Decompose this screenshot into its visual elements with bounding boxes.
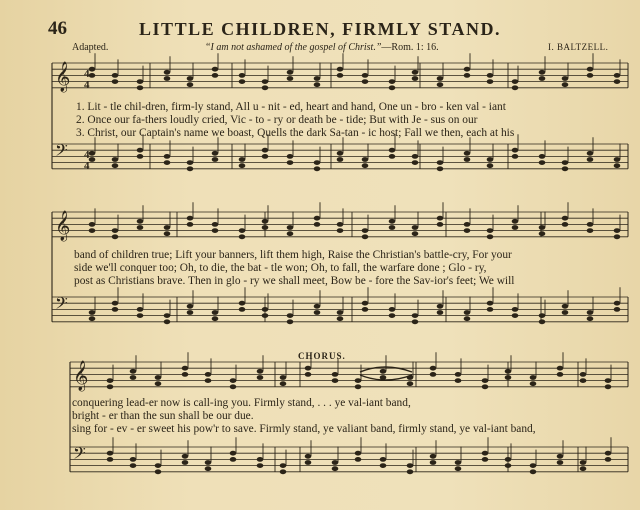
note-head bbox=[230, 384, 237, 389]
note-head bbox=[89, 222, 96, 227]
note-head bbox=[212, 310, 219, 315]
note-head bbox=[112, 234, 119, 239]
note-head bbox=[389, 225, 396, 230]
note-head bbox=[482, 384, 489, 389]
note-head bbox=[337, 316, 344, 321]
note-head bbox=[212, 316, 219, 321]
note-head bbox=[562, 166, 569, 171]
note-head bbox=[614, 73, 621, 78]
note-head bbox=[437, 160, 444, 165]
note-head bbox=[539, 70, 546, 75]
note-head bbox=[562, 222, 569, 227]
note-head bbox=[332, 460, 339, 465]
note-head bbox=[137, 219, 144, 224]
note-head bbox=[112, 163, 119, 168]
note-head bbox=[314, 222, 321, 227]
note-head bbox=[430, 372, 437, 377]
chorus-label: CHORUS. bbox=[298, 351, 346, 361]
note-head bbox=[430, 366, 437, 371]
note-head bbox=[587, 222, 594, 227]
note-head bbox=[455, 372, 462, 377]
note-head bbox=[455, 460, 462, 465]
note-head bbox=[230, 457, 237, 462]
note-head bbox=[212, 228, 219, 233]
note-head bbox=[539, 319, 546, 324]
note-head bbox=[164, 225, 171, 230]
note-head bbox=[412, 70, 419, 75]
note-head bbox=[580, 466, 587, 471]
note-head bbox=[580, 460, 587, 465]
note-head bbox=[314, 82, 321, 87]
system1-verse1: 1. Lit - tle chil-dren, firm-ly stand, All u - nit - ed, heart and hand, One un - bro - ken val - iant bbox=[76, 101, 506, 113]
scripture-quote: “I am not ashamed of the gospel of Christ.” bbox=[205, 42, 382, 53]
note-head bbox=[464, 222, 471, 227]
note-head bbox=[539, 313, 546, 318]
note-head bbox=[389, 307, 396, 312]
note-head bbox=[182, 372, 189, 377]
note-head bbox=[280, 381, 287, 386]
note-head bbox=[337, 222, 344, 227]
note-head bbox=[89, 67, 96, 72]
note-head bbox=[389, 148, 396, 153]
note-head bbox=[562, 304, 569, 309]
note-head bbox=[362, 79, 369, 84]
note-head bbox=[487, 234, 494, 239]
note-head bbox=[305, 454, 312, 459]
treble-clef-icon: 𝄞 bbox=[55, 62, 71, 92]
note-head bbox=[539, 154, 546, 159]
note-head bbox=[464, 228, 471, 233]
note-head bbox=[539, 160, 546, 165]
note-head bbox=[362, 228, 369, 233]
note-head bbox=[305, 366, 312, 371]
system2-verse3: post as Christians brave. Then in glo - ry we shall meet, Bow be - fore the Sav-ior's feet; We will bbox=[74, 275, 515, 287]
note-head bbox=[314, 216, 321, 221]
note-head bbox=[137, 85, 144, 90]
note-head bbox=[155, 375, 162, 380]
note-head bbox=[512, 313, 519, 318]
note-head bbox=[539, 225, 546, 230]
note-head bbox=[580, 372, 587, 377]
time-signature: 4 bbox=[84, 79, 90, 91]
note-head bbox=[137, 307, 144, 312]
note-head bbox=[164, 231, 171, 236]
note-head bbox=[155, 469, 162, 474]
note-head bbox=[239, 163, 246, 168]
note-head bbox=[332, 378, 339, 383]
system1-verse2: 2. Once our fa-thers loudly cried, Vic - to - ry or death be - tide; But with Je - sus on our bbox=[76, 114, 478, 126]
note-head bbox=[112, 307, 119, 312]
note-head bbox=[389, 154, 396, 159]
note-head bbox=[614, 307, 621, 312]
note-head bbox=[464, 67, 471, 72]
note-head bbox=[239, 157, 246, 162]
note-head bbox=[487, 79, 494, 84]
note-head bbox=[487, 228, 494, 233]
note-head bbox=[257, 369, 264, 374]
note-head bbox=[614, 157, 621, 162]
note-head bbox=[89, 316, 96, 321]
bass-clef-icon: 𝄢 bbox=[73, 443, 86, 467]
note-head bbox=[182, 366, 189, 371]
note-head bbox=[239, 79, 246, 84]
note-head bbox=[362, 234, 369, 239]
note-head bbox=[512, 85, 519, 90]
note-head bbox=[605, 457, 612, 462]
note-head bbox=[389, 313, 396, 318]
note-head bbox=[287, 76, 294, 81]
note-head bbox=[164, 160, 171, 165]
note-head bbox=[164, 76, 171, 81]
note-head bbox=[487, 73, 494, 78]
note-head bbox=[380, 369, 387, 374]
note-head bbox=[482, 457, 489, 462]
note-head bbox=[239, 228, 246, 233]
note-head bbox=[530, 469, 537, 474]
note-head bbox=[512, 154, 519, 159]
scripture-citation: —Rom. 1: 16. bbox=[381, 42, 439, 53]
note-head bbox=[362, 307, 369, 312]
note-head bbox=[89, 310, 96, 315]
note-head bbox=[205, 378, 212, 383]
note-head bbox=[362, 301, 369, 306]
note-head bbox=[187, 82, 194, 87]
note-head bbox=[130, 457, 137, 462]
system3-verse1: conquering lead-er now is call-ing you. Firmly stand, . . . ye val-iant band, bbox=[72, 397, 411, 409]
note-head bbox=[437, 222, 444, 227]
note-head bbox=[482, 451, 489, 456]
note-head bbox=[137, 225, 144, 230]
note-head bbox=[605, 378, 612, 383]
note-head bbox=[262, 79, 269, 84]
note-head bbox=[464, 316, 471, 321]
note-head bbox=[137, 313, 144, 318]
time-signature: 4 bbox=[84, 160, 90, 172]
page-number: 46 bbox=[48, 18, 67, 39]
note-head bbox=[587, 67, 594, 72]
note-head bbox=[164, 313, 171, 318]
note-head bbox=[182, 454, 189, 459]
note-head bbox=[412, 154, 419, 159]
note-head bbox=[112, 301, 119, 306]
note-head bbox=[164, 319, 171, 324]
note-head bbox=[337, 310, 344, 315]
note-head bbox=[262, 154, 269, 159]
note-head bbox=[89, 73, 96, 78]
note-head bbox=[539, 76, 546, 81]
note-head bbox=[614, 79, 621, 84]
note-head bbox=[412, 313, 419, 318]
note-head bbox=[130, 369, 137, 374]
note-head bbox=[437, 166, 444, 171]
note-head bbox=[130, 463, 137, 468]
note-head bbox=[557, 460, 564, 465]
note-head bbox=[164, 70, 171, 75]
note-head bbox=[562, 82, 569, 87]
note-head bbox=[412, 231, 419, 236]
note-head bbox=[314, 304, 321, 309]
system1-verse3: 3. Christ, our Captain's name we boast, Quells the dark Sa-tan - ic host; Fall we then, each at his bbox=[76, 127, 515, 139]
note-head bbox=[355, 457, 362, 462]
note-head bbox=[280, 375, 287, 380]
note-head bbox=[137, 154, 144, 159]
note-head bbox=[287, 313, 294, 318]
note-head bbox=[212, 222, 219, 227]
note-head bbox=[539, 231, 546, 236]
bass-clef-icon: 𝄢 bbox=[55, 293, 68, 317]
note-head bbox=[530, 381, 537, 386]
note-head bbox=[587, 316, 594, 321]
note-head bbox=[614, 234, 621, 239]
note-head bbox=[430, 454, 437, 459]
note-head bbox=[107, 384, 114, 389]
note-head bbox=[332, 372, 339, 377]
note-head bbox=[355, 384, 362, 389]
note-head bbox=[287, 319, 294, 324]
note-head bbox=[464, 151, 471, 156]
note-head bbox=[205, 466, 212, 471]
note-head bbox=[605, 451, 612, 456]
note-head bbox=[464, 73, 471, 78]
note-head bbox=[380, 463, 387, 468]
note-head bbox=[332, 466, 339, 471]
note-head bbox=[562, 310, 569, 315]
note-head bbox=[257, 463, 264, 468]
note-head bbox=[314, 160, 321, 165]
note-head bbox=[614, 301, 621, 306]
note-head bbox=[557, 454, 564, 459]
system3-verse3: sing for - ev - er sweet his pow'r to save. Firmly stand, ye valiant band, firmly stand, ye val-iant band, bbox=[72, 423, 536, 435]
note-head bbox=[487, 301, 494, 306]
system3-verse2: bright - er than the sun shall be our due. bbox=[72, 410, 254, 422]
note-head bbox=[314, 166, 321, 171]
note-head bbox=[187, 222, 194, 227]
note-head bbox=[412, 319, 419, 324]
note-head bbox=[407, 463, 414, 468]
note-head bbox=[287, 154, 294, 159]
note-head bbox=[262, 148, 269, 153]
note-head bbox=[137, 148, 144, 153]
note-head bbox=[355, 451, 362, 456]
adapted-credit: Adapted. bbox=[72, 42, 109, 53]
note-head bbox=[437, 82, 444, 87]
note-head bbox=[239, 307, 246, 312]
note-head bbox=[187, 304, 194, 309]
note-head bbox=[437, 216, 444, 221]
note-head bbox=[205, 460, 212, 465]
note-head bbox=[562, 160, 569, 165]
note-head bbox=[337, 228, 344, 233]
note-head bbox=[437, 310, 444, 315]
note-head bbox=[137, 79, 144, 84]
composer-credit: I. BALTZELL. bbox=[548, 42, 609, 52]
note-head bbox=[455, 378, 462, 383]
note-head bbox=[239, 73, 246, 78]
note-head bbox=[512, 307, 519, 312]
note-head bbox=[482, 378, 489, 383]
note-head bbox=[614, 228, 621, 233]
note-head bbox=[280, 463, 287, 468]
note-head bbox=[337, 151, 344, 156]
note-head bbox=[187, 160, 194, 165]
note-head bbox=[205, 372, 212, 377]
note-head bbox=[487, 163, 494, 168]
note-head bbox=[164, 154, 171, 159]
note-head bbox=[212, 151, 219, 156]
note-head bbox=[530, 375, 537, 380]
note-head bbox=[587, 228, 594, 233]
note-head bbox=[89, 157, 96, 162]
note-head bbox=[605, 384, 612, 389]
treble-clef-icon: 𝄞 bbox=[55, 211, 71, 241]
note-head bbox=[512, 219, 519, 224]
note-head bbox=[230, 378, 237, 383]
note-head bbox=[587, 151, 594, 156]
note-head bbox=[412, 160, 419, 165]
note-head bbox=[487, 157, 494, 162]
note-head bbox=[305, 460, 312, 465]
time-signature: 4 bbox=[84, 149, 90, 161]
note-head bbox=[187, 166, 194, 171]
note-head bbox=[112, 73, 119, 78]
note-head bbox=[107, 378, 114, 383]
note-head bbox=[280, 469, 287, 474]
note-head bbox=[112, 157, 119, 162]
note-head bbox=[464, 157, 471, 162]
note-head bbox=[287, 160, 294, 165]
note-head bbox=[562, 216, 569, 221]
note-head bbox=[362, 73, 369, 78]
note-head bbox=[239, 234, 246, 239]
note-head bbox=[412, 225, 419, 230]
note-head bbox=[257, 375, 264, 380]
note-head bbox=[557, 372, 564, 377]
note-head bbox=[182, 460, 189, 465]
note-head bbox=[389, 79, 396, 84]
note-head bbox=[287, 70, 294, 75]
note-head bbox=[430, 460, 437, 465]
note-head bbox=[389, 219, 396, 224]
note-head bbox=[512, 148, 519, 153]
note-head bbox=[355, 378, 362, 383]
note-head bbox=[362, 163, 369, 168]
note-head bbox=[437, 304, 444, 309]
note-head bbox=[89, 228, 96, 233]
bass-clef-icon: 𝄢 bbox=[55, 140, 68, 164]
note-head bbox=[230, 451, 237, 456]
note-head bbox=[155, 381, 162, 386]
note-head bbox=[107, 457, 114, 462]
note-head bbox=[380, 457, 387, 462]
note-head bbox=[239, 301, 246, 306]
hymn-title: LITTLE CHILDREN, FIRMLY STAND. bbox=[139, 19, 501, 39]
note-head bbox=[112, 79, 119, 84]
note-head bbox=[337, 157, 344, 162]
note-head bbox=[530, 463, 537, 468]
note-head bbox=[130, 375, 137, 380]
treble-clef-icon: 𝄞 bbox=[73, 361, 89, 391]
note-head bbox=[212, 67, 219, 72]
note-head bbox=[587, 310, 594, 315]
note-head bbox=[257, 457, 264, 462]
system2-verse1: band of children true; Lift your banners, lift them high, Raise the Christian's battle-cry, For your bbox=[74, 249, 512, 261]
note-head bbox=[155, 463, 162, 468]
note-head bbox=[437, 76, 444, 81]
note-head bbox=[107, 451, 114, 456]
note-head bbox=[464, 310, 471, 315]
note-head bbox=[314, 76, 321, 81]
note-head bbox=[314, 310, 321, 315]
note-head bbox=[562, 76, 569, 81]
system2-verse2: side we'll conquer too; Oh, to die, the bat - tle won; Oh, to fall, the warfare done ; Glo - ry, bbox=[74, 262, 487, 274]
note-head bbox=[287, 231, 294, 236]
note-head bbox=[212, 73, 219, 78]
note-head bbox=[455, 466, 462, 471]
note-head bbox=[587, 73, 594, 78]
note-head bbox=[407, 381, 414, 386]
note-head bbox=[557, 366, 564, 371]
note-head bbox=[112, 228, 119, 233]
note-head bbox=[512, 79, 519, 84]
note-head bbox=[262, 85, 269, 90]
note-head bbox=[407, 469, 414, 474]
time-signature: 4 bbox=[84, 68, 90, 80]
note-head bbox=[89, 151, 96, 156]
note-head bbox=[412, 76, 419, 81]
note-head bbox=[187, 76, 194, 81]
note-head bbox=[512, 225, 519, 230]
note-head bbox=[187, 216, 194, 221]
note-head bbox=[389, 85, 396, 90]
note-head bbox=[212, 157, 219, 162]
note-head bbox=[187, 310, 194, 315]
note-head bbox=[587, 157, 594, 162]
note-head bbox=[287, 225, 294, 230]
note-head bbox=[305, 372, 312, 377]
note-head bbox=[337, 67, 344, 72]
note-head bbox=[337, 73, 344, 78]
note-head bbox=[614, 163, 621, 168]
note-head bbox=[487, 307, 494, 312]
note-head bbox=[362, 157, 369, 162]
note-head bbox=[580, 378, 587, 383]
